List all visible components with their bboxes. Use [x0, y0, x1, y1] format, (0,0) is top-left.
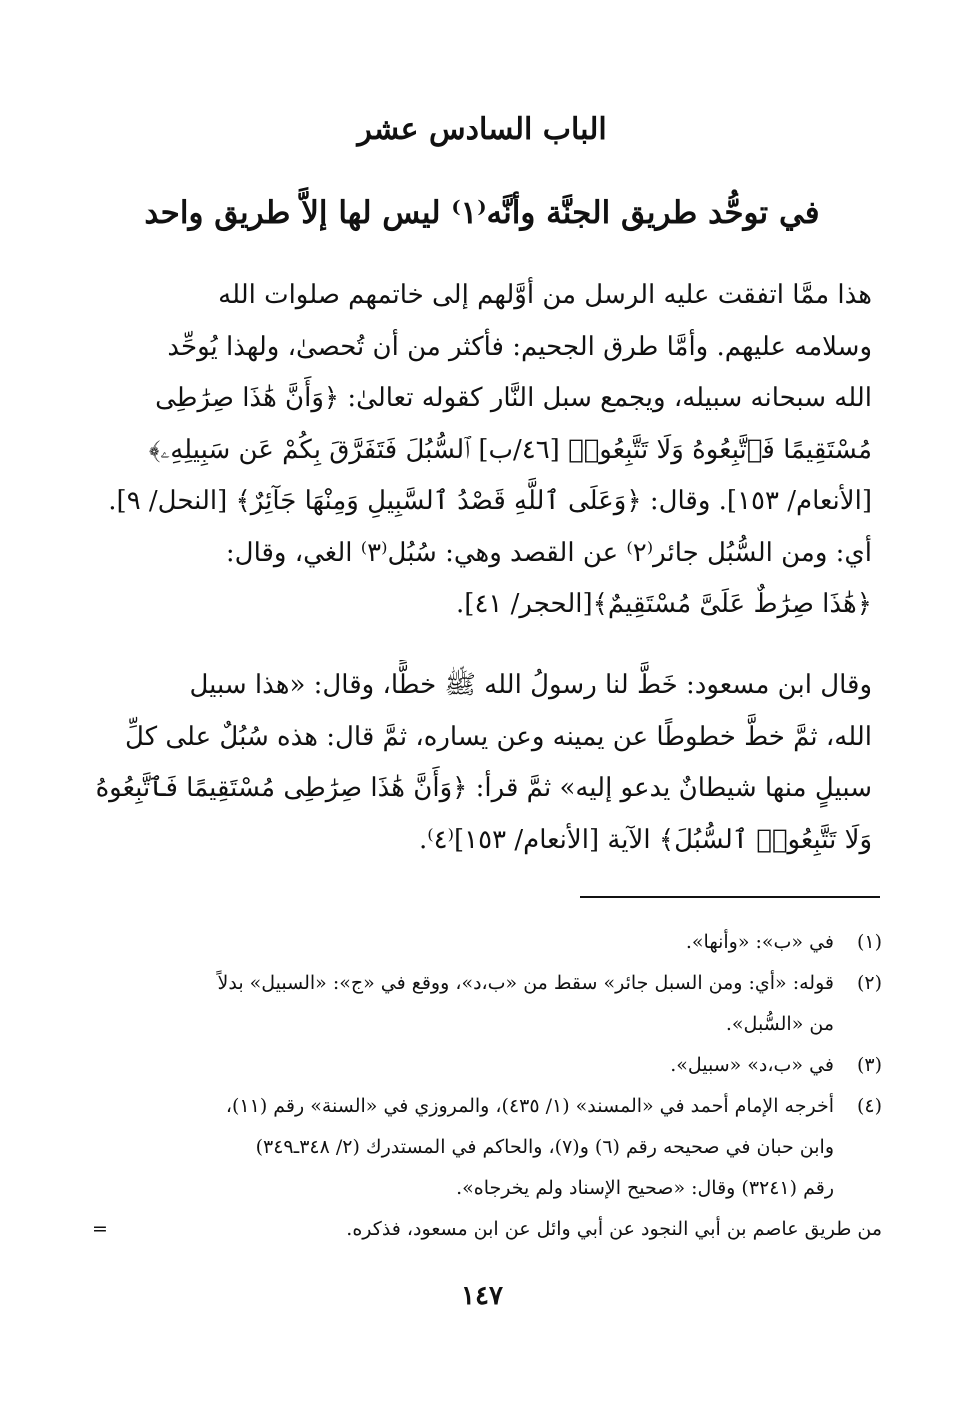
footnote-text [82, 1045, 834, 1086]
footnote-continuation-text: من طريق عاصم بن أبي النجود عن أبي وائل عن ابن مسعود، فذكره. [346, 1218, 882, 1240]
text-line: أي: ومن السُّبُل جائر⁽٢⁾ عن القصد وهي: سُبُل⁽٣⁾ الغي، وقال: [225, 537, 872, 568]
text-line: الله سبحانه سبيله، ويجمع سبل النَّار كقوله تعالىٰ: ﴿وَأَنَّ هَٰذَا صِرَٰطِى [155, 383, 872, 413]
continuation-marker: = [92, 1218, 108, 1240]
quran-verse-line: وَلَا تَتَّبِعُوا۟ ٱلسُّبُلَ﴾ الآية [الأنعام/ ١٥٣]⁽٤⁾. [419, 824, 872, 855]
text-line: وقال ابن مسعود: خَطَّ لنا رسولُ الله ﷺ خطًّا، وقال: «هذا سبيل [189, 670, 872, 700]
footnote-divider [580, 896, 880, 898]
footnote-number: (٣) [856, 1054, 882, 1076]
footnote-1 [82, 922, 882, 963]
footnote-line: وابن حبان في صحيحه رقم (٦) و(٧)، والحاكم في المستدرك (٢/ ٣٤٨ـ٣٤٩) [255, 1136, 834, 1158]
footnote-text [82, 922, 834, 963]
footnote-4 [82, 1086, 882, 1209]
footnote-line: في «ب»: «وأنها». [685, 931, 834, 953]
text-line: وسلامه عليهم. وأمَّا طرق الجحيم: فأكثر من أن تُحصىٰ، ولهذا يُوحِّد [167, 331, 872, 362]
page-number: ١٤٧ [461, 1281, 503, 1311]
quran-verse-line: ﴿هَٰذَا صِرَٰطٌ عَلَىَّ مُسْتَقِيمٌ﴾[الحجر/ ٤١]. [456, 589, 872, 619]
footnote-continuation [82, 1209, 882, 1250]
footnote-number: (٢) [856, 972, 882, 994]
paragraph-1 [82, 270, 872, 631]
footnote-line: رقم (٣٢٤١) وقال: «صحيح الإسناد ولم يخرجاه». [456, 1177, 834, 1199]
chapter-title: الباب السادس عشر [357, 112, 607, 147]
footnote-line: قوله: «أي: ومن السبل جائر» سقط من «ب،د»، ووقع في «ج»: «السبيل» بدلاً [217, 972, 834, 994]
text-line: هذا ممَّا اتفقت عليه الرسل من أوَّلهم إلى خاتمهم صلوات الله [218, 280, 872, 310]
text-line: [الأنعام/ ١٥٣]. وقال: ﴿وَعَلَى ٱللَّهِ قَصْدُ ٱلسَّبِيلِ وَمِنْهَا جَآئِرٌ﴾ [النحل/ ٩]. [108, 486, 872, 516]
quran-verse-line: مُسْتَقِيمًا فَٱتَّبِعُوهُ وَلَا تَتَّبِعُوا۟ [٤٦/ب] ٱلسُّبُلَ فَتَفَرَّقَ بِكُمْ عَن سَبِيلِهِۦ﴾ [148, 434, 872, 465]
text-line: الله، ثمَّ خطَّ خطوطًا عن يمينه وعن يساره، ثمَّ قال: هذه سُبُلٌ على كلِّ [125, 721, 872, 752]
footnote-number: (١) [856, 931, 882, 953]
footnote-text [82, 1086, 834, 1209]
footnote-line: من «السُّبل». [725, 1013, 834, 1035]
footnote-2 [82, 963, 882, 1045]
paragraph-2 [82, 660, 872, 866]
footnote-line: أخرجه الإمام أحمد في «المسند» (١/ ٤٣٥)، والمروزي في «السنة» رقم (١١)، [225, 1095, 834, 1117]
footnote-text [82, 963, 834, 1045]
footnote-line: في «ب،د» «سبيل». [670, 1054, 834, 1076]
text-line: سبيلٍ منها شيطانٌ يدعو إليه» ثمَّ قرأ: ﴿وَأَنَّ هَٰذَا صِرَٰطِى مُسْتَقِيمًا فَٱتَّبِعُوهُ [95, 773, 872, 803]
footnotes [82, 922, 882, 1250]
footnote-3 [82, 1045, 882, 1086]
chapter-subtitle: في توحُّد طريق الجنَّة وأنَّه⁽١⁾ ليس لها إلاَّ طريق واحد [144, 195, 820, 231]
footnote-number: (٤) [856, 1095, 882, 1117]
